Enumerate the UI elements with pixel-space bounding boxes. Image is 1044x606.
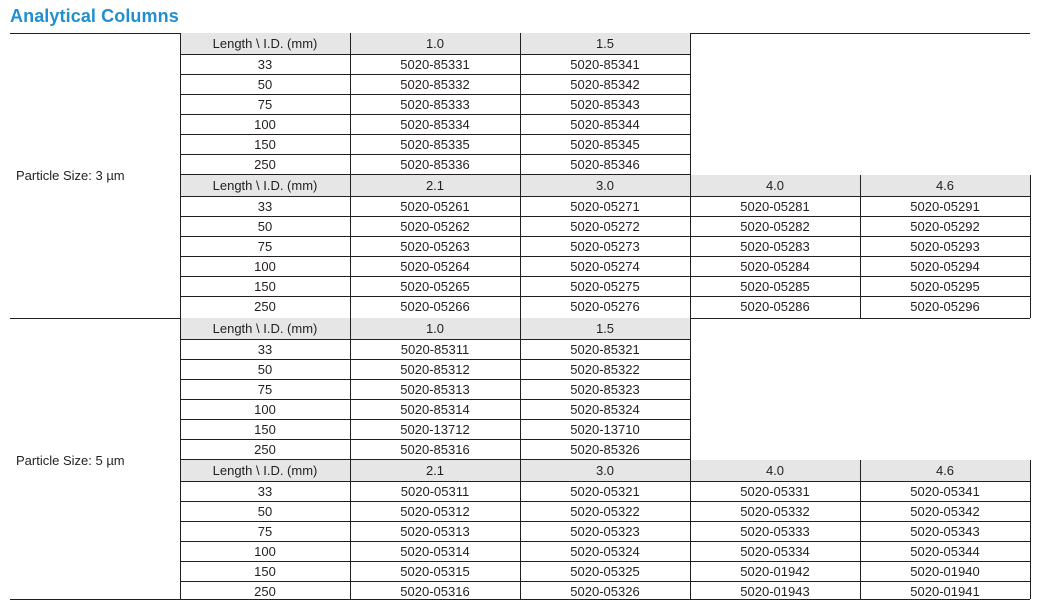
part-number-cell: 5020-85321 [570,341,640,357]
column-divider [350,175,351,318]
part-number-cell: 5020-85312 [400,361,470,377]
part-number-cell: 5020-05292 [910,218,980,234]
row-length-cell: 150 [254,421,276,437]
rule-line [10,599,1030,600]
row-length-cell: 50 [257,361,273,377]
part-number-cell: 5020-05314 [400,543,470,559]
row-length-cell: 150 [254,563,276,579]
row-length-cell: 250 [254,298,276,314]
part-number-cell: 5020-05271 [570,198,640,214]
row-length-cell: 33 [257,198,273,214]
column-header-id: 2.1 [350,175,520,196]
part-number-cell: 5020-85335 [400,136,470,152]
column-divider [520,318,521,460]
column-divider [350,460,351,599]
row-length-cell: 33 [257,483,273,499]
column-header-id: 1.0 [350,318,520,339]
part-number-cell: 5020-85313 [400,381,470,397]
part-number-cell: 5020-05264 [400,258,470,274]
part-number-cell: 5020-13710 [570,421,640,437]
column-divider [180,318,181,460]
column-header-id: 4.0 [690,460,860,481]
part-number-cell: 5020-05272 [570,218,640,234]
column-divider [350,318,351,460]
column-header-id: 4.0 [690,175,860,196]
part-number-cell: 5020-85323 [570,381,640,397]
row-length-cell: 150 [254,278,276,294]
part-number-cell: 5020-05325 [570,563,640,579]
column-divider [1030,175,1031,318]
column-header-id: 4.6 [860,175,1030,196]
row-length-cell: 250 [254,583,276,599]
part-number-cell: 5020-85346 [570,156,640,172]
column-header-id: 4.6 [860,460,1030,481]
column-header-length-id: Length \ I.D. (mm) [180,318,350,339]
part-number-cell: 5020-05282 [740,218,810,234]
column-header-id: 2.1 [350,460,520,481]
part-number-cell: 5020-85322 [570,361,640,377]
part-number-cell: 5020-05295 [910,278,980,294]
column-divider [1030,460,1031,599]
part-number-cell: 5020-85343 [570,96,640,112]
row-length-cell: 150 [254,136,276,152]
particle-size-label: Particle Size: 5 µm [16,453,125,468]
particle-size-label: Particle Size: 3 µm [16,168,125,183]
row-length-cell: 75 [257,523,273,539]
part-number-cell: 5020-05286 [740,298,810,314]
column-divider [690,175,691,318]
row-length-cell: 33 [257,341,273,357]
part-number-cell: 5020-05332 [740,503,810,519]
part-number-cell: 5020-05281 [740,198,810,214]
part-number-cell: 5020-05341 [910,483,980,499]
part-number-cell: 5020-05313 [400,523,470,539]
column-header-id: 1.5 [520,33,690,54]
column-divider [520,33,521,175]
part-number-cell: 5020-05283 [740,238,810,254]
part-number-cell: 5020-05263 [400,238,470,254]
part-number-cell: 5020-05334 [740,543,810,559]
part-number-cell: 5020-85326 [570,441,640,457]
row-length-cell: 50 [257,76,273,92]
part-number-cell: 5020-85324 [570,401,640,417]
part-number-cell: 5020-85316 [400,441,470,457]
column-divider [350,33,351,175]
part-number-cell: 5020-05326 [570,583,640,599]
part-number-cell: 5020-85341 [570,56,640,72]
part-number-cell: 5020-05343 [910,523,980,539]
part-number-cell: 5020-05316 [400,583,470,599]
part-number-cell: 5020-05265 [400,278,470,294]
part-number-cell: 5020-05275 [570,278,640,294]
part-number-cell: 5020-05323 [570,523,640,539]
part-number-cell: 5020-85342 [570,76,640,92]
row-length-cell: 75 [257,238,273,254]
part-number-cell: 5020-05266 [400,298,470,314]
part-number-cell: 5020-85314 [400,401,470,417]
page-title: Analytical Columns [10,6,179,26]
column-header-id: 3.0 [520,460,690,481]
part-number-cell: 5020-05333 [740,523,810,539]
row-length-cell: 33 [257,56,273,72]
part-number-cell: 5020-05322 [570,503,640,519]
part-number-cell: 5020-05273 [570,238,640,254]
part-number-cell: 5020-05285 [740,278,810,294]
column-divider [860,175,861,318]
row-length-cell: 100 [254,116,276,132]
part-number-cell: 5020-05342 [910,503,980,519]
part-number-cell: 5020-01941 [910,583,980,599]
part-number-cell: 5020-05321 [570,483,640,499]
part-number-cell: 5020-05324 [570,543,640,559]
part-number-cell: 5020-85311 [400,341,470,357]
part-number-cell: 5020-01942 [740,563,810,579]
row-length-cell: 250 [254,441,276,457]
part-number-cell: 5020-05276 [570,298,640,314]
column-header-id: 1.5 [520,318,690,339]
column-divider [180,175,181,318]
part-number-cell: 5020-13712 [400,421,470,437]
part-number-cell: 5020-05274 [570,258,640,274]
row-length-cell: 75 [257,381,273,397]
column-divider [860,460,861,599]
part-number-cell: 5020-05296 [910,298,980,314]
column-divider [180,33,181,175]
part-number-cell: 5020-05262 [400,218,470,234]
part-number-cell: 5020-05284 [740,258,810,274]
part-number-cell: 5020-85334 [400,116,470,132]
part-number-cell: 5020-05312 [400,503,470,519]
part-number-cell: 5020-05315 [400,563,470,579]
row-length-cell: 100 [254,258,276,274]
column-header-id: 3.0 [520,175,690,196]
row-length-cell: 250 [254,156,276,172]
row-length-cell: 50 [257,218,273,234]
part-number-cell: 5020-05294 [910,258,980,274]
column-divider [520,460,521,599]
column-header-length-id: Length \ I.D. (mm) [180,33,350,54]
part-number-cell: 5020-85331 [400,56,470,72]
column-divider [690,318,691,460]
row-length-cell: 100 [254,543,276,559]
row-length-cell: 75 [257,96,273,112]
column-divider [690,460,691,599]
part-number-cell: 5020-85332 [400,76,470,92]
part-number-cell: 5020-85344 [570,116,640,132]
part-number-cell: 5020-85333 [400,96,470,112]
part-number-cell: 5020-05331 [740,483,810,499]
part-number-cell: 5020-01943 [740,583,810,599]
part-number-cell: 5020-05311 [400,483,470,499]
column-divider [690,33,691,175]
column-header-length-id: Length \ I.D. (mm) [180,460,350,481]
part-number-cell: 5020-05293 [910,238,980,254]
part-number-cell: 5020-85345 [570,136,640,152]
column-divider [180,460,181,599]
part-number-cell: 5020-01940 [910,563,980,579]
part-number-cell: 5020-05261 [400,198,470,214]
part-number-cell: 5020-05291 [910,198,980,214]
column-header-id: 1.0 [350,33,520,54]
row-length-cell: 100 [254,401,276,417]
column-divider [520,175,521,318]
row-length-cell: 50 [257,503,273,519]
column-header-length-id: Length \ I.D. (mm) [180,175,350,196]
part-number-cell: 5020-05344 [910,543,980,559]
part-number-cell: 5020-85336 [400,156,470,172]
